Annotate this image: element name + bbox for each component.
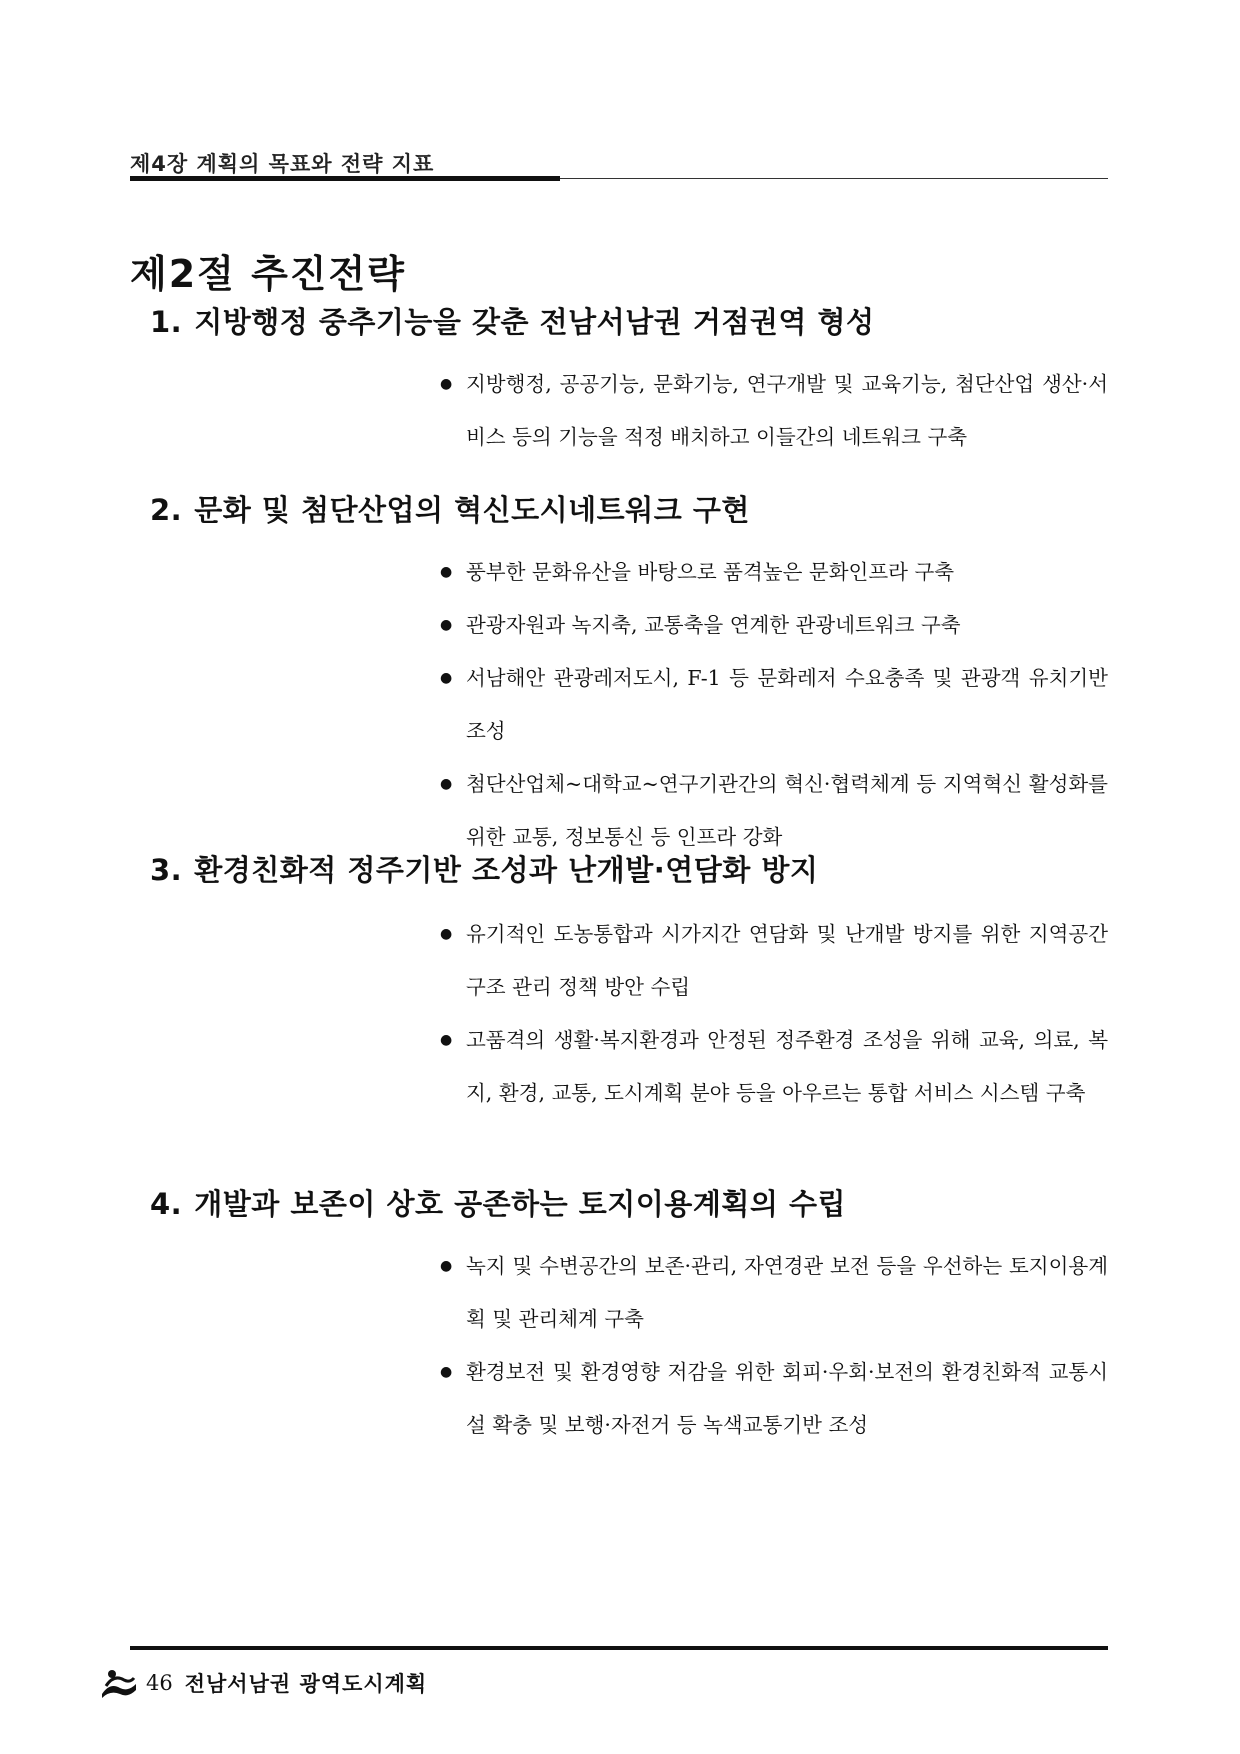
book-title: 전남서남권 광역도시계획 [184,1672,428,1696]
page-footer [98,1664,427,1702]
bullet-icon: ● [440,776,453,792]
list-item [440,1346,1108,1452]
subsection-4-bullets [440,1240,1108,1452]
chapter-header: 제4장 계획의 목표와 전략 지표 [130,152,435,176]
list-item [440,908,1108,1014]
subsection-3-bullets [440,908,1108,1120]
subsection-number: 4. [150,1187,183,1221]
publisher-logo-icon [98,1664,140,1702]
page-number: 46 [146,1671,173,1695]
bullet-icon: ● [440,1032,453,1048]
list-item-text: 지방행정, 공공기능, 문화기능, 연구개발 및 교육기능, 첨단산업 생산·서비스 등의 기능을 적정 배치하고 이들간의 네트워크 구축 [466,372,1108,449]
list-item [440,358,1108,464]
list-item [440,546,1108,599]
list-item-text: 녹지 및 수변공간의 보존·관리, 자연경관 보전 등을 우선하는 토지이용계획 및 관리체계 구축 [466,1254,1108,1331]
list-item [440,599,1108,652]
bullet-icon: ● [440,617,453,633]
list-item-text: 풍부한 문화유산을 바탕으로 품격높은 문화인프라 구축 [466,560,955,584]
list-item-text: 관광자원과 녹지축, 교통축을 연계한 관광네트워크 구축 [466,613,961,637]
subsection-text: 개발과 보존이 상호 공존하는 토지이용계획의 수립 [194,1187,846,1221]
list-item [440,1014,1108,1120]
list-item-text: 유기적인 도농통합과 시가지간 연담화 및 난개발 방지를 위한 지역공간구조 관리 정책 방안 수립 [466,922,1108,999]
bullet-icon: ● [440,564,453,580]
list-item-text: 환경보전 및 환경영향 저감을 위한 회피·우회·보전의 환경친화적 교통시설 확충 및 보행·자전거 등 녹색교통기반 조성 [466,1360,1108,1437]
header-rule-thick [130,176,560,181]
list-item [440,652,1108,758]
subsection-4-title [150,1182,846,1223]
subsection-2-title [150,488,750,529]
subsection-number: 2. [150,493,183,527]
subsection-1-bullets [440,358,1108,464]
subsection-text: 지방행정 중추기능을 갖춘 전남서남권 거점권역 형성 [194,305,875,339]
subsection-number: 3. [150,853,183,887]
subsection-text: 환경친화적 정주기반 조성과 난개발·연담화 방지 [194,853,819,887]
list-item-text: 첨단산업체~대학교~연구기관간의 혁신·협력체계 등 지역혁신 활성화를 위한 교통, 정보통신 등 인프라 강화 [466,772,1108,849]
list-item [440,1240,1108,1346]
bullet-icon: ● [440,376,453,392]
subsection-2-bullets [440,546,1108,864]
subsection-3-title [150,848,818,889]
subsection-1-title [150,300,875,341]
list-item-text: 고품격의 생활·복지환경과 안정된 정주환경 조성을 위해 교육, 의료, 복지, 환경, 교통, 도시계획 분야 등을 아우르는 통합 서비스 시스템 구축 [466,1028,1108,1105]
header-rule [130,178,1108,179]
subsection-text: 문화 및 첨단산업의 혁신도시네트워크 구현 [194,493,750,527]
bullet-icon: ● [440,1364,453,1380]
bullet-icon: ● [440,926,453,942]
bullet-icon: ● [440,670,453,686]
section-title: 제2절 추진전략 [130,252,406,296]
list-item-text: 서남해안 관광레저도시, F-1 등 문화레저 수요충족 및 관광객 유치기반 조성 [466,666,1108,743]
subsection-number: 1. [150,305,183,339]
bullet-icon: ● [440,1258,453,1274]
footer-rule [130,1646,1108,1650]
